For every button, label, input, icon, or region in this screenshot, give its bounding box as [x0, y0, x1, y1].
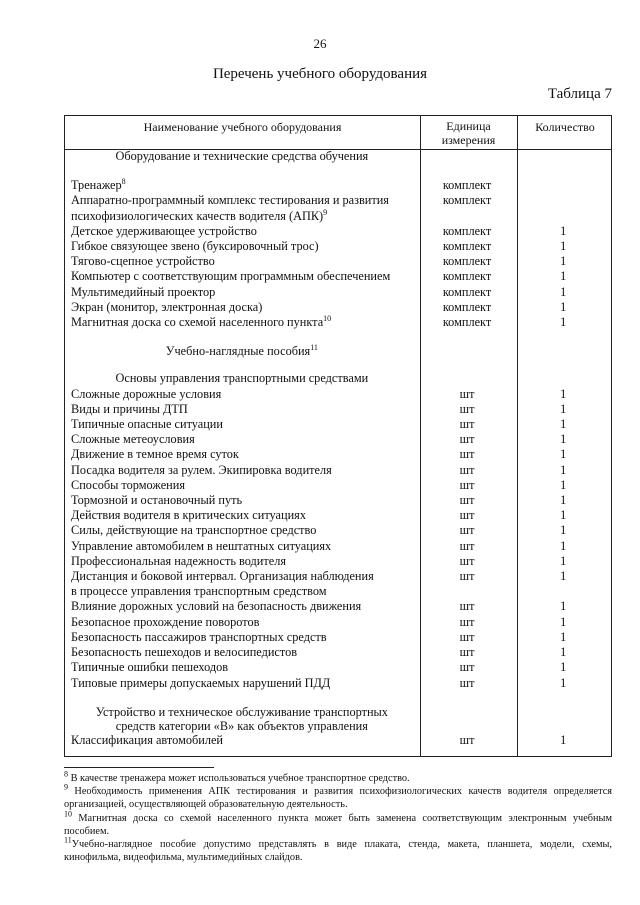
- unit-cell: комплект: [442, 299, 492, 314]
- unit-cell: шт: [459, 432, 475, 447]
- header-name: Наименование учебного оборудования: [143, 120, 342, 134]
- footnote: [64, 809, 612, 838]
- table-row: [65, 239, 611, 254]
- quantity-cell: 1: [560, 523, 567, 538]
- equipment-name-line: Тормозной и остановочный путь: [71, 493, 243, 508]
- quantity-cell: 1: [560, 223, 567, 238]
- equipment-name-line: психофизиологических качеств водителя (АПК): [71, 208, 324, 223]
- equipment-name-line: Тренажер: [71, 178, 122, 193]
- table-row: [65, 630, 611, 645]
- equipment-name: [65, 493, 419, 508]
- unit-cell: комплект: [442, 269, 492, 284]
- table-row: [65, 569, 611, 599]
- equipment-name: [65, 254, 419, 269]
- footnotes: [64, 769, 612, 864]
- equipment-name-line: Виды и причины ДТП: [71, 401, 188, 416]
- unit-cell: шт: [459, 538, 475, 553]
- table-row: [65, 300, 611, 315]
- unit-cell: шт: [459, 553, 475, 568]
- quantity-cell: 1: [560, 269, 567, 284]
- table-row: [65, 599, 611, 614]
- equipment-name: [65, 733, 419, 748]
- table-row: [65, 493, 611, 508]
- equipment-name-line: Движение в темное время суток: [71, 447, 239, 462]
- footnote-text: Учебно-наглядное пособие допустимо представлять в виде плаката, стенда, макета, планшета, модели, схемы, кинофильма, видеофильма, мультимедийных слайдов.: [64, 839, 612, 864]
- quantity-cell: 1: [560, 508, 567, 523]
- footnote-marker: 10: [64, 809, 72, 819]
- equipment-name: [65, 239, 419, 254]
- equipment-name-line: Силы, действующие на транспортное средство: [71, 523, 317, 538]
- quantity-cell: 1: [560, 538, 567, 553]
- table-row: [65, 733, 611, 748]
- header-unit: [420, 119, 517, 147]
- equipment-name: [65, 676, 419, 691]
- unit-cell: шт: [459, 493, 475, 508]
- equipment-name-line: Классификация автомобилей: [71, 733, 224, 748]
- unit-cell: шт: [459, 629, 475, 644]
- footnote-text: Магнитная доска со схемой населенного пункта может быть заменена соответствующим электронным учебным пособием.: [64, 812, 612, 837]
- section-heading-line: Оборудование и технические средства обучения: [115, 149, 369, 163]
- equipment-name-line: Сложные дорожные условия: [71, 386, 222, 401]
- table-row: [65, 508, 611, 523]
- equipment-name: [65, 193, 419, 223]
- equipment-name-line: Действия водителя в критических ситуациях: [71, 508, 306, 523]
- page-number: 26: [313, 36, 327, 51]
- table-row: [65, 539, 611, 554]
- footnote-text: В качестве тренажера может использоваться учебное транспортное средство.: [68, 773, 410, 784]
- header-quantity: Количество: [535, 120, 595, 134]
- equipment-name: [65, 630, 419, 645]
- equipment-name: [65, 269, 419, 284]
- table-row: [65, 554, 611, 569]
- unit-cell: шт: [459, 417, 475, 432]
- equipment-name-line: в процессе управления транспортным средством: [71, 584, 327, 599]
- table-row: [65, 676, 611, 691]
- table-row: [65, 269, 611, 284]
- section-heading-line: Учебно-наглядные пособия: [165, 344, 311, 359]
- equipment-name: [65, 224, 419, 239]
- quantity-cell: 1: [560, 645, 567, 660]
- row-spacer: [65, 330, 611, 344]
- unit-cell: шт: [459, 675, 475, 690]
- section-heading: [65, 705, 611, 733]
- equipment-name: [65, 402, 419, 417]
- header-unit-line1: Единица: [446, 119, 491, 133]
- unit-cell: комплект: [442, 239, 492, 254]
- equipment-name: [65, 645, 419, 660]
- equipment-name: [65, 554, 419, 569]
- footnote-marker: 8: [121, 177, 126, 187]
- section-heading-text: [65, 344, 419, 359]
- equipment-name-line: Способы торможения: [71, 477, 185, 492]
- section-heading: [65, 371, 611, 386]
- table-row: [65, 387, 611, 402]
- equipment-name-line: Мультимедийный проектор: [71, 284, 216, 299]
- equipment-name-line: Компьютер с соответствующим программным обеспечением: [71, 269, 391, 284]
- table-row: [65, 193, 611, 223]
- table-body: [65, 149, 611, 748]
- unit-cell: шт: [459, 386, 475, 401]
- section-heading-text: [65, 705, 419, 733]
- section-heading: [65, 344, 611, 359]
- table-row: [65, 447, 611, 462]
- quantity-cell: [515, 193, 611, 223]
- unit-cell: шт: [459, 645, 475, 660]
- equipment-name-line: Безопасность пассажиров транспортных средств: [71, 629, 327, 644]
- equipment-name: [65, 539, 419, 554]
- unit-cell: шт: [459, 660, 475, 675]
- table-row: [65, 315, 611, 330]
- table-row: [65, 254, 611, 269]
- equipment-name-line: Детское удерживающее устройство: [71, 223, 257, 238]
- unit-cell: шт: [459, 614, 475, 629]
- quantity-cell: 1: [560, 386, 567, 401]
- equipment-name: [65, 508, 419, 523]
- equipment-name-line: Типичные ошибки пешеходов: [71, 660, 229, 675]
- quantity-cell: 1: [560, 477, 567, 492]
- quantity-cell: 1: [560, 462, 567, 477]
- section-heading-line: Основы управления транспортными средствами: [115, 371, 369, 386]
- equipment-name-line: Безопасность пешеходов и велосипедистов: [71, 645, 298, 660]
- equipment-name: [65, 523, 419, 538]
- equipment-name: [65, 417, 419, 432]
- equipment-name: [65, 599, 419, 614]
- table-row: [65, 523, 611, 538]
- equipment-name: [65, 387, 419, 402]
- page-title: Перечень учебного оборудования: [212, 66, 428, 82]
- section-heading-text: [65, 149, 419, 164]
- equipment-name-line: Аппаратно-программный комплекс тестирования и развития: [71, 193, 389, 208]
- unit-cell: шт: [459, 462, 475, 477]
- unit-cell: шт: [459, 733, 475, 748]
- quantity-cell: 1: [560, 315, 567, 330]
- table-row: [65, 463, 611, 478]
- equipment-name: [65, 447, 419, 462]
- row-spacer: [65, 164, 611, 178]
- quantity-cell: 1: [560, 493, 567, 508]
- table-row: [65, 660, 611, 675]
- section-heading: [65, 149, 611, 164]
- footnote-marker: 9: [323, 207, 328, 217]
- equipment-name: [65, 178, 419, 193]
- equipment-name: [65, 285, 419, 300]
- equipment-name: [65, 463, 419, 478]
- equipment-table: [64, 115, 612, 757]
- equipment-name-line: Сложные метеоусловия: [71, 432, 195, 447]
- footnote: [64, 835, 612, 864]
- quantity-cell: 1: [560, 299, 567, 314]
- equipment-name-line: Гибкое связующее звено (буксировочный трос): [71, 239, 319, 254]
- footnote-text: Необходимость применения АПК тестирования и развития психофизиологических качеств водителя определяется организацией, осуществляющей образовательную деятельность.: [64, 786, 612, 811]
- table-row: [65, 402, 611, 417]
- footnote-marker: 11: [64, 835, 72, 845]
- quantity-cell: [515, 178, 611, 193]
- table-row: [65, 645, 611, 660]
- quantity-cell: 1: [560, 553, 567, 568]
- equipment-name-line: Дистанция и боковой интервал. Организация наблюдения: [71, 569, 374, 584]
- table-row: [65, 615, 611, 630]
- quantity-cell: 1: [560, 401, 567, 416]
- footnote-marker: 8: [64, 769, 68, 779]
- footnote: [64, 782, 612, 811]
- unit-cell: комплект: [442, 193, 492, 208]
- equipment-name: [65, 660, 419, 675]
- equipment-name-line: Безопасное прохождение поворотов: [71, 614, 260, 629]
- unit-cell: комплект: [442, 178, 492, 193]
- equipment-name: [65, 300, 419, 315]
- header-unit-line2: измерения: [441, 133, 496, 147]
- table-label: Таблица 7: [547, 86, 612, 102]
- quantity-cell: 1: [560, 284, 567, 299]
- unit-cell: шт: [459, 477, 475, 492]
- quantity-cell: 1: [560, 254, 567, 269]
- table-row: [65, 285, 611, 300]
- unit-cell: комплект: [442, 223, 492, 238]
- unit-cell: шт: [459, 523, 475, 538]
- equipment-name-line: Управление автомобилем в нештатных ситуациях: [71, 538, 332, 553]
- equipment-name-line: Посадка водителя за рулем. Экипировка водителя: [71, 462, 332, 477]
- table-row: [65, 478, 611, 493]
- equipment-name-line: Тягово-сцепное устройство: [71, 254, 215, 269]
- quantity-cell: 1: [560, 614, 567, 629]
- footnote-marker: 11: [310, 343, 318, 353]
- quantity-cell: 1: [560, 447, 567, 462]
- equipment-name: [65, 432, 419, 447]
- quantity-cell: 1: [560, 733, 567, 748]
- equipment-name-line: Профессиональная надежность водителя: [71, 553, 286, 568]
- footnote-marker: 10: [323, 313, 332, 323]
- quantity-cell: 1: [560, 239, 567, 254]
- quantity-cell: 1: [560, 629, 567, 644]
- equipment-name: [65, 615, 419, 630]
- table-row: [65, 224, 611, 239]
- quantity-cell: 1: [560, 569, 567, 584]
- unit-cell: шт: [459, 569, 475, 584]
- equipment-name: [65, 315, 419, 330]
- footnote-rule: [64, 767, 214, 768]
- equipment-name-line: Влияние дорожных условий на безопасность движения: [71, 599, 362, 614]
- section-heading-line: средств категории «В» как объектов управления: [115, 718, 368, 733]
- section-heading-text: [65, 371, 419, 386]
- unit-cell: комплект: [442, 254, 492, 269]
- row-spacer: [65, 359, 611, 371]
- equipment-name-line: Магнитная доска со схемой населенного пункта: [71, 315, 324, 330]
- equipment-name: [65, 569, 419, 599]
- unit-cell: комплект: [442, 315, 492, 330]
- equipment-name-line: Типовые примеры допускаемых нарушений ПДД: [71, 675, 331, 690]
- quantity-cell: 1: [560, 660, 567, 675]
- footnote-marker: 9: [64, 782, 68, 792]
- unit-cell: шт: [459, 599, 475, 614]
- equipment-name: [65, 478, 419, 493]
- equipment-name-line: Типичные опасные ситуации: [71, 417, 223, 432]
- unit-cell: комплект: [442, 284, 492, 299]
- unit-cell: шт: [459, 508, 475, 523]
- equipment-name-line: Экран (монитор, электронная доска): [71, 299, 263, 314]
- unit-cell: шт: [459, 447, 475, 462]
- unit-cell: шт: [459, 401, 475, 416]
- section-heading-line: Устройство и техническое обслуживание транспортных: [95, 704, 388, 719]
- quantity-cell: 1: [560, 599, 567, 614]
- footnote: [64, 769, 612, 785]
- quantity-cell: 1: [560, 417, 567, 432]
- quantity-cell: 1: [560, 432, 567, 447]
- table-row: [65, 417, 611, 432]
- table-row: [65, 432, 611, 447]
- row-spacer: [65, 691, 611, 705]
- quantity-cell: 1: [560, 675, 567, 690]
- table-row: [65, 178, 611, 193]
